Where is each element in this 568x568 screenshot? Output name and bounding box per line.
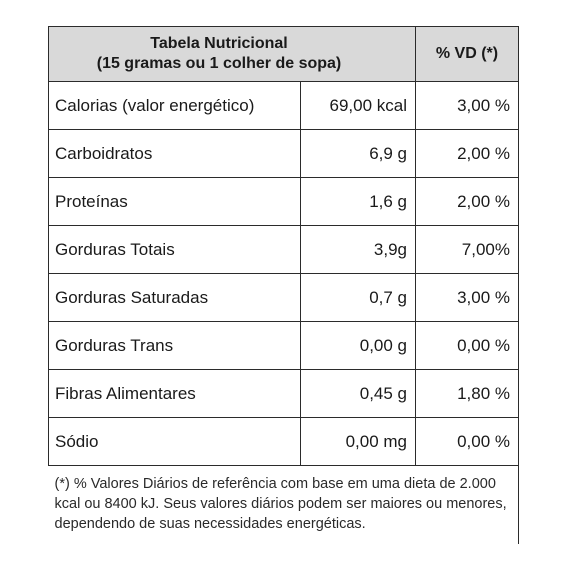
vd-column-header: % VD (*) bbox=[416, 27, 519, 82]
nutrient-quantity: 69,00 kcal bbox=[301, 82, 416, 130]
nutrition-table bbox=[48, 26, 519, 544]
nutrient-quantity: 3,9g bbox=[301, 226, 416, 274]
nutrient-name: Proteínas bbox=[49, 178, 301, 226]
nutrient-quantity: 0,45 g bbox=[301, 370, 416, 418]
nutrient-daily-value: 3,00 % bbox=[416, 82, 519, 130]
nutrient-daily-value: 0,00 % bbox=[416, 418, 519, 466]
nutrient-quantity: 0,00 mg bbox=[301, 418, 416, 466]
nutrient-quantity: 0,7 g bbox=[301, 274, 416, 322]
table-body bbox=[49, 82, 519, 466]
nutrient-daily-value: 2,00 % bbox=[416, 130, 519, 178]
table-row bbox=[49, 178, 519, 226]
nutrient-name: Sódio bbox=[49, 418, 301, 466]
nutrient-daily-value: 1,80 % bbox=[416, 370, 519, 418]
nutrient-quantity: 1,6 g bbox=[301, 178, 416, 226]
table-title-line1: Tabela Nutricional bbox=[150, 35, 288, 52]
nutrient-daily-value: 3,00 % bbox=[416, 274, 519, 322]
nutrient-name: Gorduras Trans bbox=[49, 322, 301, 370]
footnote-row bbox=[49, 466, 519, 545]
table-row bbox=[49, 418, 519, 466]
table-row bbox=[49, 370, 519, 418]
table-row bbox=[49, 130, 519, 178]
nutrient-daily-value: 7,00% bbox=[416, 226, 519, 274]
nutrient-name: Carboidratos bbox=[49, 130, 301, 178]
table-row bbox=[49, 274, 519, 322]
footnote-text: (*) % Valores Diários de referência com base em uma dieta de 2.000 kcal ou 8400 kJ. Seus valores diários podem ser maiores ou menores, dependendo de suas necessidades energéticas. bbox=[49, 466, 519, 545]
table-row bbox=[49, 226, 519, 274]
table-header bbox=[49, 27, 519, 82]
nutrient-daily-value: 2,00 % bbox=[416, 178, 519, 226]
nutrient-name: Fibras Alimentares bbox=[49, 370, 301, 418]
table-row bbox=[49, 322, 519, 370]
table-title-line2: (15 gramas ou 1 colher de sopa) bbox=[96, 55, 342, 72]
nutrient-quantity: 0,00 g bbox=[301, 322, 416, 370]
nutrient-quantity: 6,9 g bbox=[301, 130, 416, 178]
table-footer bbox=[49, 466, 519, 545]
header-row bbox=[49, 27, 519, 82]
nutrient-daily-value: 0,00 % bbox=[416, 322, 519, 370]
table-title bbox=[49, 27, 416, 82]
nutrient-name: Gorduras Saturadas bbox=[49, 274, 301, 322]
table-row bbox=[49, 82, 519, 130]
nutrient-name: Gorduras Totais bbox=[49, 226, 301, 274]
nutrient-name: Calorias (valor energético) bbox=[49, 82, 301, 130]
